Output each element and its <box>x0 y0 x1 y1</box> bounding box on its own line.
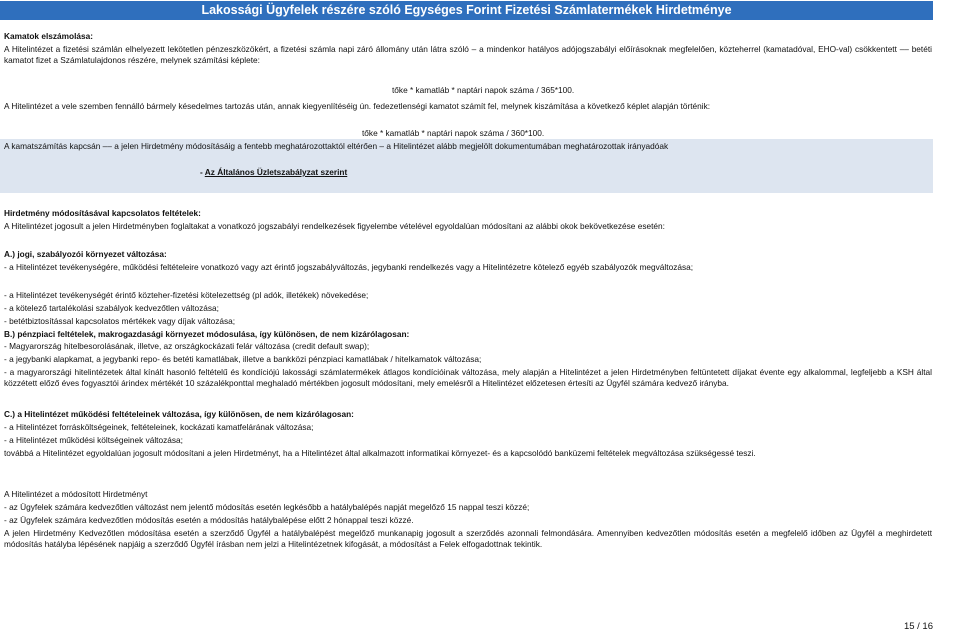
page-number: 15 / 16 <box>903 621 933 632</box>
penalty-interest-formula: tőke * kamatláb * naptári napok száma / 360*100. <box>362 128 545 138</box>
closing-item: - az Ügyfelek számára kedvezőtlen változást nem jelentő módosítás esetén legkésőbb a hatálybalépés napját megelőző 15 nappal teszi közzé; <box>4 502 530 512</box>
page-title: Lakossági Ügyfelek részére szóló Egységes Forint Fizetési Számlatermékek Hirdetménye <box>0 1 933 20</box>
section-b-item: - Magyarország hitelbesorolásának, illetve, az országkockázati felár változása (credit default swap); <box>4 341 370 351</box>
business-rules-reference: - Az Általános Üzletszabályzat szerint <box>200 167 348 177</box>
interest-paragraph-3: A kamatszámítás kapcsán –– a jelen Hirdetmény módosításáig a fentebb meghatározottaktól eltérően – a Hitelintézet alább megjelölt dokumentumában meghatározottak irányadóak <box>4 141 669 151</box>
section-c-item: továbbá a Hitelintézet egyoldalúan jogosult módosítani a jelen Hirdetményt, ha a Hitelintézet által alkalmazott informatikai környezet- és a kapcsolódó banküzemi feltételek megváltozása szükségessé teszi. <box>4 448 756 458</box>
closing-item: - az Ügyfelek számára kedvezőtlen módosítás esetén a módosítás hatálybalépése előtt 2 hónappal teszi közzé. <box>4 515 414 525</box>
section-c-title: C.) a Hitelintézet működési feltételeinek változása, így különösen, de nem kizárólagosan: <box>4 409 354 419</box>
closing-heading: A Hitelintézet a módosított Hirdetményt <box>4 489 148 499</box>
section-c-item: - a Hitelintézet működési költségeinek változása; <box>4 435 183 445</box>
section-b-item: - a jegybanki alapkamat, a jegybanki repo- és betéti kamatlábak, illetve a bankközi pénzpiaci kamatlábak / hitelkamatok változása; <box>4 354 482 364</box>
modification-heading: Hirdetmény módosításával kapcsolatos feltételek: <box>4 208 201 218</box>
section-b-title: B.) pénzpiaci feltételek, makrogazdasági környezet módosulása, így különösen, de nem kizárólagosan: <box>4 329 410 339</box>
section-a-item: - a Hitelintézet tevékenységére, működési feltételeire vonatkozó vagy azt érintő jogszabályváltozás, jegybanki rendelkezés vagy a Hitelintézetre kötelező egyéb szabályozók megváltozása; <box>4 262 694 272</box>
section-b-item: - a magyarországi hitelintézetek által kínált hasonló feltételű és kondíciójú lakossági számlatermékek átlagos kondícióinak változása, mely alapján a Hitelintézet a jelen Hirdetményben feltüntetett díjakat évente egy alkalommal, legfeljebb a KSH által közzétett előző éves fogyasztói árindex mértékét 10 százalékponttal meghaladó mértékben jogosult módosítani, mely emelésről a Hitelintézet előzetesen értesíti az Ügyfél számára kedvező irányba. <box>4 367 932 388</box>
interest-paragraph-2: A Hitelintézet a vele szemben fennálló bármely késedelmes tartozás után, annak kiegyenlítéséig ún. fedezetlenségi kamatot számít fel, melynek kiszámítása a következő képlet alapján történik: <box>4 101 711 111</box>
section-a-item: - a kötelező tartalékolási szabályok kedvezőtlen változása; <box>4 303 219 313</box>
section-a-title: A.) jogi, szabályozói környezet változása: <box>4 249 167 259</box>
closing-paragraph: A jelen Hirdetmény Kedvezőtlen módosítása esetén a szerződő Ügyfél a hatálybalépést megelőző munkanapig jogosult a szerződés azonnali felmondására. Amennyiben kedvezőtlen módosítás esetén a megfelelő időben az Ügyfél a meghirdetett módosítás hatályba lépésének napjáig a szerződő Ügyfél írásban nem jelzi a Hitelintézetnek kifogását, a módosítást a Felek elfogadottnak tekintik. <box>4 528 932 549</box>
modification-intro: A Hitelintézet jogosult a jelen Hirdetményben foglaltakat a vonatkozó jogszabályi rendelkezések figyelembe vételével egyoldalúan módosítani az alábbi okok bekövetkezése esetén: <box>4 221 665 231</box>
deposit-interest-formula: tőke * kamatláb * naptári napok száma / 365*100. <box>392 85 575 95</box>
interest-paragraph-1: A Hitelintézet a fizetési számlán elhelyezett lekötetlen pénzeszközökért, a fizetési számla napi záró állomány után látra szóló – a mindenkor hatályos adójogszabályi előírásoknak megfelelően, közteherrel (kamatadóval, EHO-val) csökkentett –– betéti kamatot fizet a Számlatulajdonos részére, melynek számítási képlete: <box>4 44 932 65</box>
interest-heading: Kamatok elszámolása: <box>4 31 94 41</box>
section-c-item: - a Hitelintézet forrásköltségeinek, feltételeinek, kockázati kamatfelárának változása; <box>4 422 314 432</box>
section-a-item: - betétbiztosítással kapcsolatos mértékek vagy díjak változása; <box>4 316 236 326</box>
section-a-item: - a Hitelintézet tevékenységét érintő közteher-fizetési kötelezettség (pl adók, illetékek) növekedése; <box>4 290 369 300</box>
